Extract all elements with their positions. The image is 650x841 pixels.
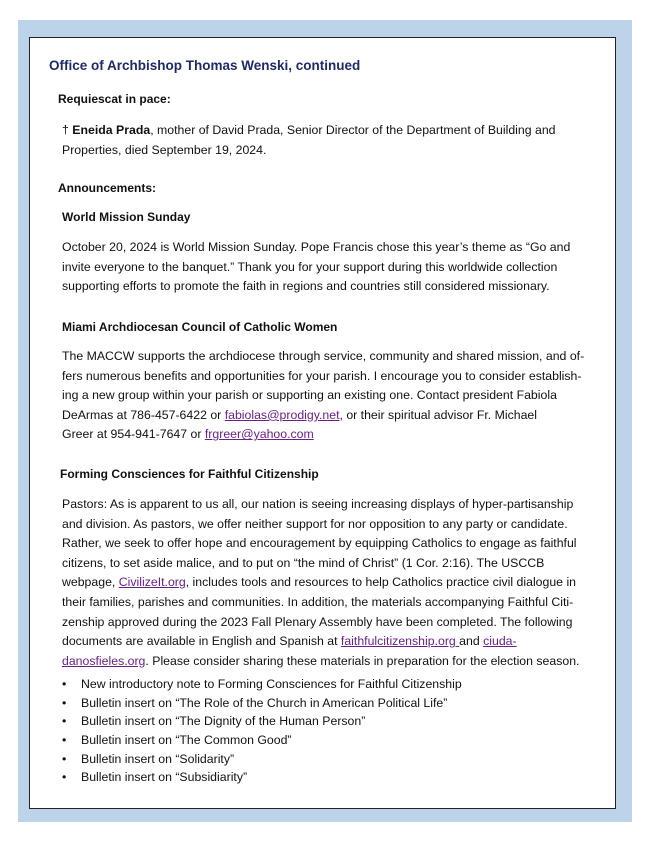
citizenship-heading: Forming Consciences for Faithful Citizenship: [60, 467, 319, 481]
requiescat-paragraph: [62, 121, 592, 160]
citizenship-line-8a: documents are available in English and Spanish at: [62, 634, 341, 649]
list-item: • Bulletin insert on “Subsidiarity”: [62, 768, 582, 787]
list-item: • Bulletin insert on “The Dignity of the Human Person”: [62, 712, 582, 731]
bulletin-page: [29, 37, 616, 809]
list-item: • Bulletin insert on “Solidarity”: [62, 750, 582, 769]
citizenship-line-5a: webpage,: [62, 575, 119, 590]
mission-line: October 20, 2024 is World Mission Sunday. Pope Francis chose this year’s theme as “Go and: [62, 240, 571, 254]
citizenship-paragraph: [62, 495, 592, 671]
list-item: • Bulletin insert on “The Role of the Church in American Political Life”: [62, 694, 582, 713]
bullet-icon: •: [62, 751, 67, 766]
requiescat-line-2: Properties, died September 19, 2024.: [62, 142, 267, 157]
bullet-icon: •: [62, 770, 67, 785]
bullet-icon: •: [62, 677, 67, 691]
mission-line: supporting efforts to promote the faith in regions and countries still considered missionary.: [62, 279, 550, 294]
citizenship-line-2: and division. As pastors, we offer neither support for nor opposition to any party or candidate.: [62, 516, 568, 531]
ciudadanosfieles-link[interactable]: ciuda-: [483, 634, 517, 649]
citizenship-line-5b: , includes tools and resources to help Catholics practice civil dialogue in: [185, 575, 577, 590]
citizenship-line-9b: . Please consider sharing these materials in preparation for the election season.: [145, 653, 580, 668]
deceased-name: Eneida Prada: [72, 123, 151, 137]
citizenship-line-3: Rather, we seek to offer hope and encouragement by equipping Catholics to engage as faithful: [62, 536, 577, 551]
bullet-icon: •: [62, 714, 67, 729]
requiescat-line-1: , mother of David Prada, Senior Director of the Department of Building and: [150, 123, 556, 137]
page-title: Office of Archbishop Thomas Wenski, continued: [49, 58, 361, 73]
citizenship-line-7: zenship approved during the 2023 Fall Plenary Assembly have been completed. The following: [62, 614, 573, 629]
list-item: • Bulletin insert on “The Common Good”: [62, 731, 582, 750]
cross-symbol: †: [62, 123, 69, 137]
civilizeit-link[interactable]: CivilizeIt.org: [118, 575, 186, 590]
mission-heading: World Mission Sunday: [62, 210, 191, 224]
mission-line: invite everyone to the banquet.” Thank you for your support during this worldwide collection: [62, 259, 558, 274]
citizenship-line-6: their families, parishes and communities. In addition, the materials accompanying Faithful Citi-: [62, 594, 574, 609]
bullet-icon: •: [62, 733, 67, 748]
maccw-line-1: The MACCW supports the archdiocese through service, community and shared mission, and of-: [62, 349, 585, 363]
maccw-heading: Miami Archdiocesan Council of Catholic Women: [62, 320, 338, 334]
faithfulcitizenship-link[interactable]: faithfulcitizenship.org: [340, 634, 460, 649]
maccw-line-4a: DeArmas at 786-457-6422 or: [62, 407, 225, 422]
documents-list: [62, 675, 582, 787]
fabiola-email-link[interactable]: fabiolas@prodigy.net: [224, 407, 340, 422]
bullet-icon: •: [62, 695, 67, 710]
maccw-line-4b: , or their spiritual advisor Fr. Michael: [339, 407, 537, 422]
citizenship-line-1: Pastors: As is apparent to us all, our nation is seeing increasing displays of hyper-partisanship: [62, 497, 574, 511]
citizenship-line-4: citizens, to set aside malice, and to put on “the mind of Christ” (1 Cor. 2:16). The USCCB: [62, 555, 545, 570]
requiescat-heading: Requiescat in pace:: [58, 92, 171, 106]
maccw-paragraph: [62, 347, 592, 445]
announcements-heading: Announcements:: [58, 181, 157, 195]
frgreer-email-link[interactable]: frgreer@yahoo.com: [204, 427, 314, 442]
maccw-line-2: fers numerous benefits and opportunities for your parish. I encourage you to consider establish-: [62, 368, 582, 383]
ciudadanosfieles-link-cont[interactable]: danosfieles.org: [62, 653, 146, 668]
maccw-line-3: ing a new group within your parish or supporting an existing one. Contact president Fabiola: [62, 388, 557, 403]
list-item: • New introductory note to Forming Consciences for Faithful Citizenship: [62, 675, 582, 694]
mission-paragraph: [62, 238, 592, 297]
maccw-line-5a: Greer at 954-941-7647 or: [62, 427, 205, 442]
citizenship-line-8b: and: [459, 634, 484, 649]
